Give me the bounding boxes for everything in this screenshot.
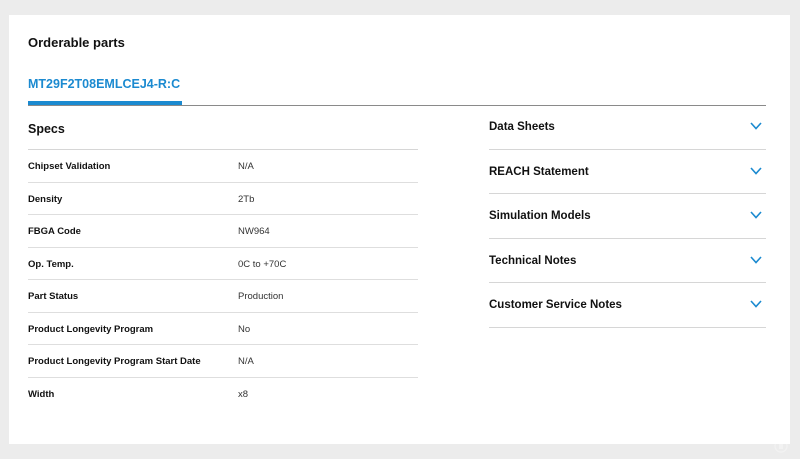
spec-value: N/A	[238, 356, 254, 367]
spec-label: Part Status	[28, 291, 79, 302]
specs-title: Specs	[28, 110, 418, 150]
accordion-technical-notes[interactable]	[489, 239, 766, 284]
spec-value: NW964	[238, 226, 270, 237]
spec-value: x8	[238, 388, 249, 400]
section-title: Orderable parts	[28, 35, 125, 50]
spec-row-part-status	[28, 280, 418, 313]
spec-label: Product Longevity Program Start Date	[28, 356, 201, 367]
accordion-label: REACH Statement	[489, 165, 589, 178]
tab-label: MT29F2T08EMLCEJ4-R:C	[28, 77, 181, 91]
orderable-parts-card	[9, 15, 790, 444]
spec-label: Op. Temp.	[28, 258, 74, 270]
spec-value: No	[238, 323, 251, 335]
spec-label: FBGA Code	[28, 226, 81, 237]
spec-value: Production	[238, 291, 284, 302]
spec-value: N/A	[238, 161, 254, 172]
spec-row-longevity-start-date	[28, 345, 418, 378]
watermark-icon	[774, 439, 788, 453]
chevron-down-icon[interactable]	[750, 211, 762, 219]
accordion-customer-service-notes[interactable]	[489, 283, 766, 328]
chevron-down-icon[interactable]	[750, 300, 762, 308]
spec-row-fbga-code	[28, 215, 418, 248]
accordion-simulation-models[interactable]	[489, 194, 766, 239]
specs-table	[28, 110, 418, 409]
spec-label: Width	[28, 388, 55, 400]
spec-row-product-longevity-program	[28, 313, 418, 346]
accordion-data-sheets[interactable]	[489, 105, 766, 150]
spec-value: 0C to +70C	[238, 258, 287, 270]
accordion-label: Simulation Models	[489, 210, 591, 222]
accordion-reach-statement[interactable]	[489, 150, 766, 195]
spec-row-chipset-validation	[28, 150, 418, 183]
spec-label: Density	[28, 193, 63, 205]
spec-label: Chipset Validation	[28, 161, 111, 172]
spec-value: 2Tb	[238, 193, 255, 205]
tab-part-number[interactable]	[28, 73, 182, 105]
accordion-label: Technical Notes	[489, 254, 577, 267]
accordion-label: Customer Service Notes	[489, 299, 622, 311]
documents-accordion	[489, 105, 766, 328]
accordion-label: Data Sheets	[489, 121, 555, 133]
chevron-down-icon[interactable]	[750, 167, 762, 175]
chevron-down-icon[interactable]	[750, 256, 762, 264]
chevron-down-icon[interactable]	[750, 122, 762, 130]
spec-label: Product Longevity Program	[28, 323, 154, 335]
part-tabs	[28, 73, 766, 106]
spec-row-density	[28, 183, 418, 216]
spec-row-width	[28, 378, 418, 410]
spec-row-op-temp	[28, 248, 418, 281]
